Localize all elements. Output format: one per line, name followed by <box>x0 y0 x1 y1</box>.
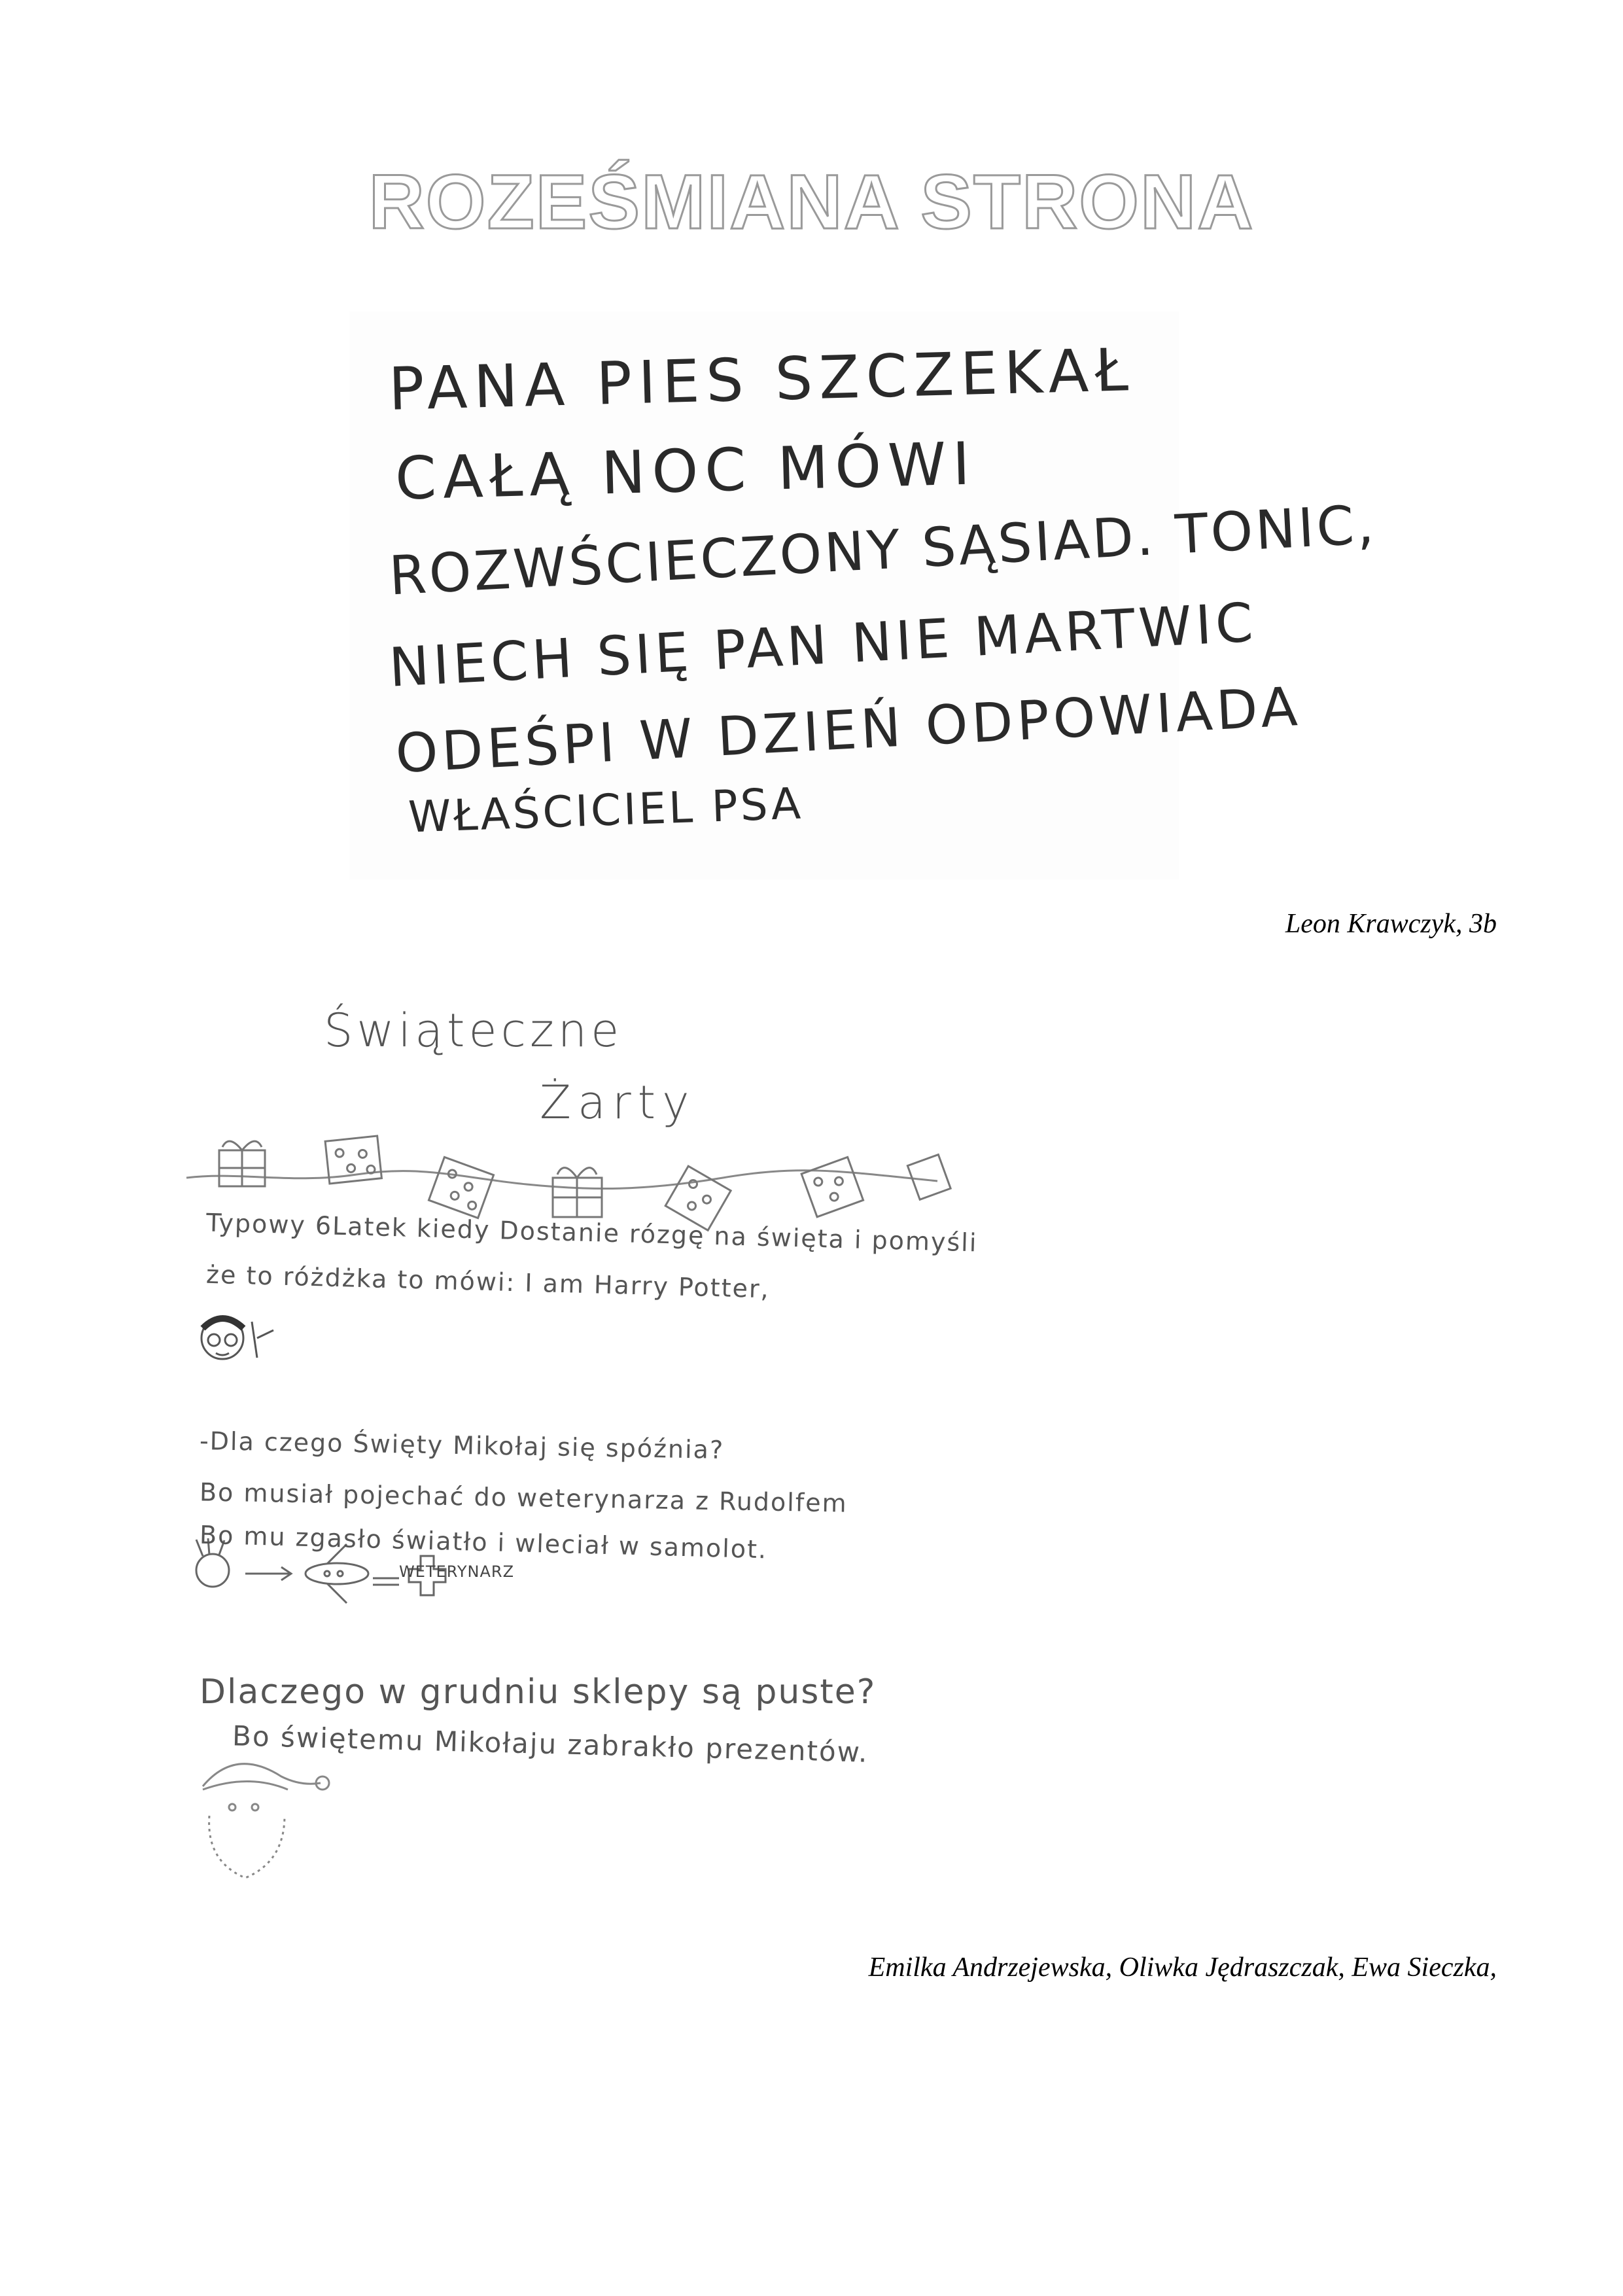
joke-line: -Dla czego Święty Mikołaj się spóźnia? <box>199 1426 725 1464</box>
author-credit: Leon Krawczyk, 3b <box>1285 909 1497 939</box>
joke-line: Dlaczego w grudniu sklepy są puste? <box>200 1672 877 1712</box>
page-title: ROZEŚMIANA STRONA <box>368 159 1255 245</box>
joke1-line: NIECH SIĘ PAN NIE MARTWIC <box>387 592 1259 699</box>
drawing-title: Świąteczne <box>324 1004 623 1057</box>
equals-sign <box>373 1578 399 1585</box>
joke-line: że to różdżka to mówi: I am Harry Potter, <box>205 1260 771 1304</box>
joke1-line: ROZWŚCIECZONY SĄSIAD. TONIC, <box>387 493 1378 608</box>
harry-potter-face-icon <box>201 1317 273 1359</box>
joke-scan-2 <box>186 981 978 1914</box>
joke-line: Bo mu zgasło światło i wleciał w samolot. <box>199 1520 768 1564</box>
joke1-line: CAŁĄ NOC MÓWI <box>394 429 978 514</box>
gift-icon <box>907 1155 951 1200</box>
joke1-line: ODEŚPI W DZIEŃ ODPOWIADA <box>394 675 1303 786</box>
santa-face-icon <box>203 1764 329 1878</box>
gift-icon <box>428 1157 493 1218</box>
joke1-line: PANA PIES SZCZEKAŁ <box>387 336 1136 424</box>
drawing-title: Żarty <box>540 1076 696 1129</box>
arrow-icon <box>245 1567 291 1580</box>
gift-icon <box>219 1141 265 1186</box>
joke1-line: WŁAŚCICIEL PSA <box>407 778 805 843</box>
author-credit: Emilka Andrzejewska, Oliwka Jędraszczak, Ewa Sieczka, <box>868 1952 1497 1983</box>
joke-line: Typowy 6Latek kiedy Dostanie rózgę na święta i pomyśli <box>205 1208 978 1258</box>
vet-label: WETERYNARZ <box>399 1563 515 1581</box>
garland-string <box>186 1171 937 1189</box>
joke-scan-1 <box>349 311 1378 879</box>
joke-line: Bo świętemu Mikołaju zabrakło prezentów. <box>232 1720 869 1769</box>
joke-line: Bo musiał pojechać do weterynarza z Rudolfem <box>199 1477 848 1518</box>
gift-icon <box>801 1157 863 1216</box>
gift-icon <box>553 1168 602 1217</box>
